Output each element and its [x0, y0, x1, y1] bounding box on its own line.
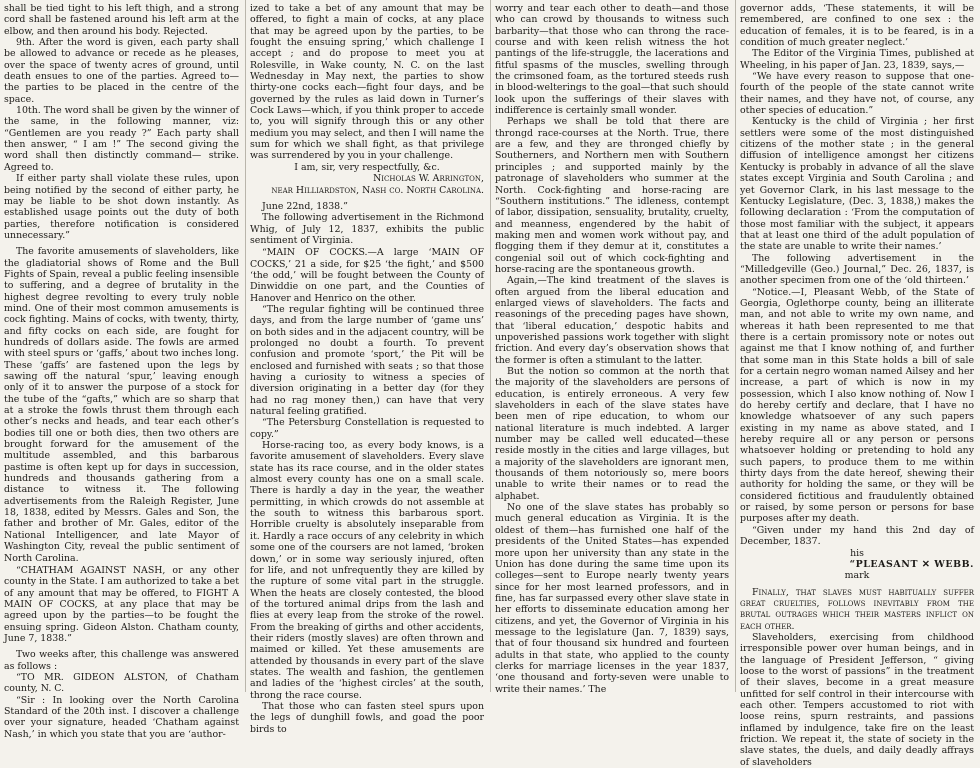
paragraph-smallcaps: Finally, that slaves must habitually suffer great cruelties, follows inevitably from the brutal outrages which their masters inflict on each other.: [740, 586, 974, 632]
letter-heading: “TO MR. GIDEON ALSTON, of Chatham county, N. C.: [4, 671, 239, 695]
signature-mark-below: mark: [844, 570, 870, 582]
paragraph: Two weeks after, this challenge was answered as follows :: [4, 649, 239, 672]
paragraph: ized to take a bet of any amount that may be offered, to fight a main of cocks, at any place that may be agreed upon by the parties, to be fought the ensuing spring,’ which challenge I accept ; and do propose to meet you at Rolesville, in Wake county, N. C. on the last Wednesday in May next, the parties to show thirty-one cocks each—fight four days, and be governed by the rules as laid down in Turner’s Cock Laws—which, if you think proper to accede to, you will signify through this or any other medium you may select, and then I will name the sum for which we shall fight, as that privilege was surrendered by you in your challenge.: [250, 3, 485, 162]
signature-name: Nicholas W. Arrington,: [373, 173, 484, 185]
advertisement-dateline: “Given under my hand this 2nd day of December, 1837.: [740, 524, 974, 548]
paragraph: Perhaps we shall be told that there are throngd race-courses at the North. True, there are a few, and they are thronged chiefly by Southerners, and Northern men with Southern principles ; and supported mainly by the patronage of slaveholders who summer at the North. Cock-fighting and horse-racing are “Southern institutions.” The idleness, contempt of labor, dissipation, sensuality, brutality, cruelty, and meanness, engendered by the habit of making men and women work without pay, and flogging them if they demur at it, constitutes a congenial soil out of which cock-fighting and horse-racing are the spontaneous growth.: [495, 116, 729, 275]
column-1: [0, 0, 245, 740]
paragraph: The favorite amusements of slaveholders, like the gladiatorial shows of Rome and the Bull Fights of Spain, reveal a public feeling insensible to suffering, and a degree of brutality in the highest degree revolting to every truly noble mind. One of their most common amusements is cock fighting. Mains of cocks, with twenty, thirty, and fifty cocks on each side, are fought for hundreds of dollars aside. The fowls are armed with steel spurs or ‘gaffs,’ about two inches long. These ‘gaffs’ are fastened upon the legs by sawing off the natural ‘spur,’ leaving enough only of it to answer the purpose of a stock for the tube of the “gafts,” which are so sharp that at a stroke the fowls thrust them through each other’s necks and heads, and tear each other’s bodies till one or both dies, then two others are brought forward for the amusement of the multitude assembled, and this barbarous pastime is often kept up for days in succession, hundreds and thousands gathering from a distance to witness it. The following advertisements from the Raleigh Register, June 18, 1838, edited by Messrs. Gales and Son, the father and brother of Mr. Gales, editor of the National Intelligencer, and late Mayor of Washington City, reveal the public sentiment of North Carolina.: [4, 246, 239, 564]
paragraph: 10th. The word shall be given by the winner of the same, in the following manner, viz: “Gentlemen are you ready ?” Each party shall then answer, “ I am !” The second giving the word shall then distinctly command— strike. Agreed to.: [4, 105, 239, 173]
advertisement-quote: “The regular fighting will be continued three days, and from the large number of ‘game uns’ on both sides and in the adjacent country, will be prolonged no doubt a fourth. To prevent confusion and promote ‘sport,’ the Pit will be enclosed and furnished with seats ; so that those having a curiosity to witness a species of diversion originating in a better day (for they had no rag money then,) can have that very natural feeling gratified.: [250, 303, 484, 418]
paragraph: governor adds, ‘These statements, it will be remembered, are confined to one sex : the education of females, it is to be feared, is in a condition of much greater neglect.’: [740, 3, 974, 49]
paragraph: Slaveholders, exercising from childhood irresponsible power over human beings, and in the language of President Jefferson, “ giving loose to the worst of passions” in the treatment of their slaves, become in a great measure unfitted for self control in their intercourse with each other. Tempers accustomed to riot with loose reins, spurn restraints, and passions inflamed by indulgence, take fire on the least friction. We repeat it, the state of society in the slave states, the duels, and daily deadly affrays of slaveholders: [740, 631, 974, 768]
dateline: June 22nd, 1838.”: [262, 200, 348, 212]
paragraph: No one of the slave states has probably so much general education as Virginia. It is the oldest of them—has furnished one half of the presidents of the United States—has expended more upon her university than any state in the Union has done during the same time upon its colleges—sent to Europe nearly twenty years since for her most learned professors, and in fine, has far surpassed every other slave state in her efforts to disseminate education among her citizens, and yet, the Governor of Virginia in his message to the legislature (Jan. 7, 1839) says, that of four thousand six hundred and fourteen adults in that state, who applied to the county clerks for marriage licenses in the year 1837, ‘one thousand and forty-seven were unable to write their names.’ The: [495, 502, 729, 695]
paragraph: The following advertisement in the Richmond Whig, of July 12, 1837, exhibits the public sentiment of Virginia.: [250, 212, 484, 246]
paragraph: Again,—The kind treatment of the slaves is often argued from the liberal education and enlarged views of slaveholders. The facts and reasonings of the preceding pages have shown, that ‘liberal education,’ despotic habits and unpoverished passions work together with slight friction. And every day’s observation shows that the former is often a stimulant to the latter.: [495, 275, 729, 366]
column-4: [735, 0, 980, 768]
advertisement-quote: “Notice.—I, Pleasant Webb, of the State of Georgia, Oglethorpe county, being an illiterate man, and not able to write my own name, and whereas it hath been represented to me that there is a certain promissory note or notes out against me that I know nothing of, and further that some man in this State holds a bill of sale for a certain negro woman named Ailsey and her increase, a part of which is now in my possession, which I also know nothing of. Now I do hereby certify and declare, that I have no knowledge whatsoever of any such papers existing in my name as above stated, and I hereby require all or any person or persons whatsoever holding or pretending to hold any such papers, to produce them to me within thirty days from the date hereof, shewing their authority for holding the same, or they will be considered fictitious and fraudulently obtained or raised, by some person or persons for base purposes after my death.: [740, 286, 974, 525]
paragraph: Kentucky is the child of Virginia ; her first settlers were some of the most distinguished citizens of the mother state ; in the general diffusion of intelligence amongst her citizens Kentucky is probably in advance of all the slave states except Virginia and South Carolina ; and yet Governor Clark, in his last message to the Kentucky Legislature, (Dec. 3, 1838,) makes the following declaration : ‘From the computation of those most familiar with the subject, it appears that at least one third of the adult population of the state are unable to write their names.’: [740, 116, 974, 253]
paragraph: That those who can fasten steel spurs upon the legs of dunghill fowls, and goad the poor birds to: [250, 700, 484, 735]
paragraph: “Sir : In looking over the North Carolina Standard of the 20th inst. I discover a challenge over your signature, headed ‘Chatham against Nash,’ in which you state that you are ‘author-: [4, 694, 239, 740]
paragraph: But the notion so common at the north that the majority of the slaveholders are persons of education, is entirely erroneous. A very few slaveholders in each of the slave states have been men of ripe education, to whom our national literature is much indebted. A larger number may be called well educated—these reside mostly in the cities and large villages, but a majority of the slaveholders are ignorant men, thousands of them notoriously so, mere boors unable to write their names or to read the alphabet.: [495, 366, 729, 502]
advertisement-quote: “CHATHAM AGAINST NASH, or any other county in the State. I am authorized to take a bet of any amount that may be offered, to FIGHT A MAIN OF COCKS, at any place that may be agreed upon by the parties—to be fought the ensuing spring. Gideon Alston. Chatham county, June 7, 1838.”: [4, 564, 239, 644]
advertisement-quote: “The Petersburg Constellation is requested to copy.”: [250, 417, 484, 440]
letter-closing: I am, sir, very respectfully, &c.: [294, 161, 440, 173]
column-3: [490, 0, 735, 695]
paragraph: 9th. After the word is given, each party shall be allowed to advance or recede as he pleases, over the space of twenty acres of ground, until death ensues to one of the parties. Agreed to—the parties to be placed in the centre of the space.: [4, 37, 239, 105]
advertisement-quote: “MAIN OF COCKS.—A large ‘MAIN OF COCKS,’ 21 a side, for $25 ‘the fight,’ and $500 ‘the odd,’ will be fought between the County of Dinwiddie on one part, and the Counties of Hanover and Henrico on the other.: [250, 247, 484, 304]
signature-name: “PLEASANT ✕ WEBB.: [849, 558, 974, 570]
paragraph-quote: “We have every reason to suppose that one-fourth of the people of the state cannot write their names, and they have not, of course, any other species of education.”: [740, 71, 974, 117]
paragraph: The Editor of the Virginia Times, published at Wheeling, in his paper of Jan. 23, 1839, says,—: [740, 48, 974, 71]
column-2: [245, 0, 490, 735]
paragraph: shall be tied tight to his left thigh, and a strong cord shall be fastened around his left arm at the elbow, and then around his body. Rejected.: [4, 3, 239, 37]
paragraph: Horse-racing too, as every body knows, is a favorite amusement of slaveholders. Every slave state has its race course, and in the older states almost every county has one on a small scale. There is hardly a day in the year, the weather permitting, in which crowds do not assemble at the south to witness this barbarous sport. Horrible cruelty is absolutely inseparable from it. Hardly a race occurs of any celebrity in which some one of the coursers are not lamed, ‘broken down,’ or in some way seriously injured, often for life, and not unfrequently they are killed by the rupture of some vital part in the struggle. When the heats are closely contested, the blood of the tortured animal drips from the lash and flies at every leap from the stroke of the rowel. From the breaking of girths and other accidents, their riders (mostly slaves) are often thrown and maimed or killed. Yet these amusements are attended by thousands in every part of the slave states. The wealth and fashion, the gentlemen and ladies of the ‘highest circles’ at the south, throng the race course.: [250, 440, 484, 701]
signature-location: near Hilliardston, Nash co. North Carolina.: [271, 184, 484, 196]
paragraph: worry and tear each other to death—and those who can crowd by thousands to witness such barbarity—that those who can throng the race-course and with keen relish witness the hot pantings of the life-struggle, the lacerations and fitful spasms of the muscles, swelling through the crimsoned foam, as the tortured steeds rush in blood-welterings to the goal—that such should look upon the sufferings of their slaves with indifference is certainly small wonder.: [495, 3, 729, 117]
signature-mark-above: his: [850, 547, 864, 559]
paragraph: The following advertisement in the “Milledgeville (Geo.) Journal,” Dec. 26, 1837, is another specimen from one of the ‘old thirteen.’: [740, 252, 974, 287]
paragraph: If either party shall violate these rules, upon being notified by the second of either party, he may be liable to be shot down instantly. As established usage points out the duty of both parties, therefore notification is considered unnecessary.”: [4, 173, 239, 241]
